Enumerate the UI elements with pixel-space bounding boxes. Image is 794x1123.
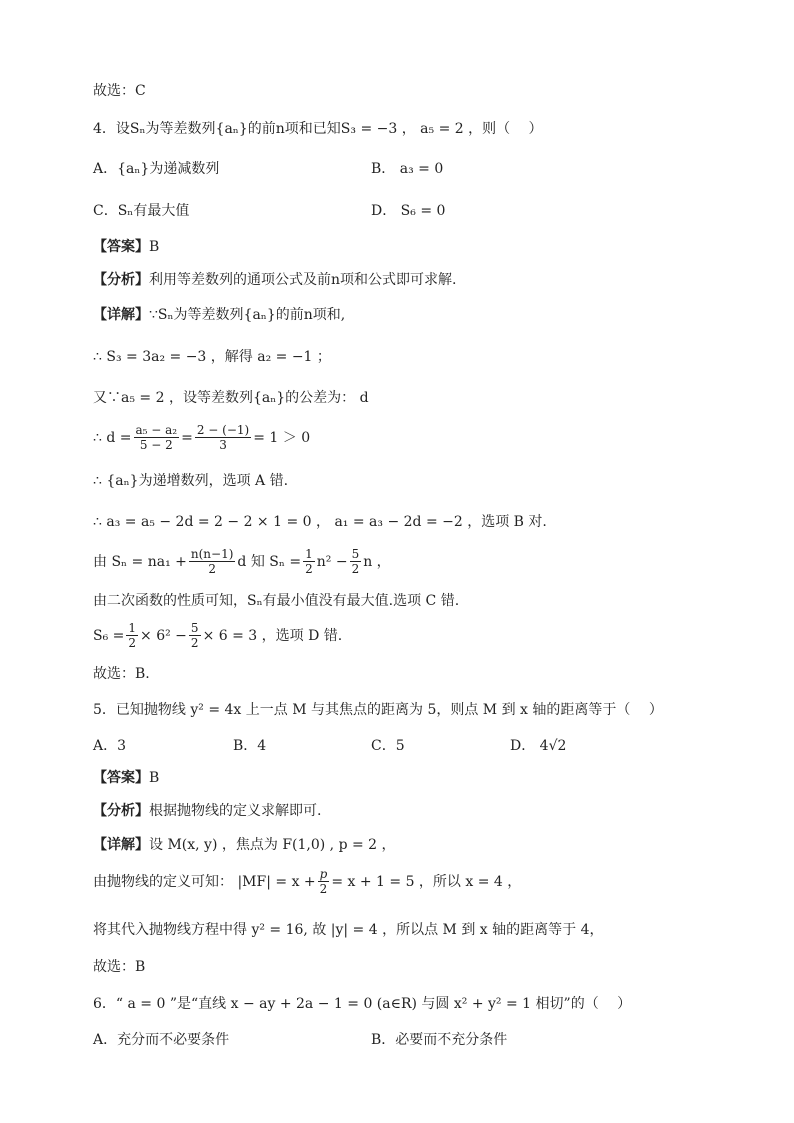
option-text: A．充分而不必要条件 (93, 1032, 230, 1048)
option-d (371, 204, 445, 218)
formula-text: 由抛物线的定义可知： |MF| = x + (93, 873, 316, 890)
fraction (318, 868, 330, 895)
formula-text: 由 Sₙ = na₁ + (93, 553, 187, 570)
fraction (303, 548, 315, 575)
line-text: 故选：C (93, 83, 146, 99)
solution-formula (93, 622, 342, 649)
numerator: 2 − (−1) (196, 423, 250, 437)
analysis-text (93, 804, 321, 818)
solution-formula (93, 548, 391, 575)
section-body: ∵Sₙ为等差数列{aₙ}的前n项和, (149, 307, 346, 323)
solution-text: 又∵a₅ = 2 ，设等差数列{aₙ}的公差为： d (93, 390, 369, 406)
option-c (93, 204, 189, 218)
formula-text: = 1 ＞ 0 (253, 429, 311, 446)
question-4 (93, 122, 543, 136)
denominator: 2 (351, 562, 360, 576)
option-c (371, 739, 405, 753)
detail-line (93, 838, 396, 852)
solution-line (93, 667, 150, 681)
text-line (93, 84, 146, 98)
fraction (195, 424, 251, 451)
formula-text: = (181, 429, 193, 446)
solution-line (93, 960, 145, 974)
analysis-line (93, 273, 456, 287)
option-a (93, 1033, 229, 1047)
solution-line (93, 923, 604, 937)
solution-line (93, 474, 288, 488)
solution-formula (93, 868, 521, 895)
solution-line (93, 391, 369, 405)
option-a (93, 739, 126, 753)
fraction (189, 548, 236, 575)
numerator: p (319, 867, 328, 881)
section-body: 设 M(x, y) ，焦点为 F(1,0) , p = 2 ， (149, 837, 396, 853)
question-6 (93, 997, 631, 1011)
option-text: B．4 (233, 738, 267, 754)
section-body: B (149, 239, 160, 255)
section-tag: 【详解】 (93, 837, 149, 853)
fraction (134, 424, 180, 451)
solution-text: ∴ S₃ = 3a₂ = −3 ，解得 a₂ = −1 ； (93, 349, 331, 365)
fraction (126, 622, 138, 649)
section-body: 利用等差数列的通项公式及前n项和公式即可求解. (149, 272, 457, 288)
solution-line (93, 594, 459, 608)
section-tag: 【分析】 (93, 272, 149, 288)
formula-text: n ， (363, 553, 391, 570)
formula-text: n² − (316, 553, 348, 570)
section-body: B (149, 770, 160, 786)
question-5 (93, 703, 663, 717)
denominator: 2 (208, 562, 216, 576)
numerator: a₅ − a₂ (135, 423, 178, 437)
solution-text: ∴ {aₙ}为递增数列，选项 A 错. (93, 473, 289, 489)
fraction (189, 622, 201, 649)
question-text: 6．“ a = 0 ”是“直线 x − ay + 2a − 1 = 0 (a∈R) 与圆 x² + y² = 1 相切”的（ ） (93, 996, 632, 1012)
detail-line (93, 308, 345, 322)
denominator: 2 (319, 882, 328, 896)
option-b (371, 162, 443, 176)
numerator: 1 (305, 547, 313, 561)
answer-line (93, 240, 159, 254)
formula-text: = x + 1 = 5 ，所以 x = 4 ， (331, 873, 522, 890)
solution-text: ∴ a₃ = a₅ − 2d = 2 − 2 × 1 = 0 ， a₁ = a₃ − 2d = −2 ，选项 B 对. (93, 514, 547, 530)
option-text: C．5 (371, 738, 405, 754)
solution-formula (93, 424, 310, 451)
denominator: 2 (305, 562, 313, 576)
formula-text: ∴ d = (93, 429, 132, 446)
formula-text: S₆ = (93, 627, 125, 644)
denominator: 5 − 2 (139, 438, 173, 452)
solution-line (93, 350, 331, 364)
answer-text (93, 771, 159, 785)
formula-text: d 知 Sₙ = (237, 553, 302, 570)
fraction (350, 548, 362, 575)
question-text: 5．已知抛物线 y² = 4x 上一点 M 与其焦点的距离为 5，则点 M 到 x 轴的距离等于（ ） (93, 702, 663, 718)
option-d (510, 739, 566, 753)
answer-line (93, 771, 159, 785)
option-text: D． 4√2 (510, 738, 567, 754)
solution-text: 将其代入抛物线方程中得 y² = 16, 故 |y| = 4 ，所以点 M 到 x 轴的距离等于 4， (93, 922, 604, 938)
detail-text (93, 308, 345, 322)
numerator: 5 (190, 621, 199, 635)
solution-text: 故选：B. (93, 666, 150, 682)
numerator: n(n−1) (190, 547, 234, 561)
section-body: 根据抛物线的定义求解即可. (149, 803, 322, 819)
formula-text: × 6 = 3 ，选项 D 错. (202, 627, 343, 644)
option-a (93, 162, 219, 176)
option-text: C．Sₙ有最大值 (93, 203, 190, 219)
option-text: B． a₃ = 0 (371, 161, 444, 177)
option-text: D． S₆ = 0 (371, 203, 446, 219)
analysis-line (93, 804, 321, 818)
section-tag: 【详解】 (93, 307, 149, 323)
option-b (233, 739, 266, 753)
section-tag: 【答案】 (93, 770, 149, 786)
denominator: 2 (128, 636, 137, 650)
section-tag: 【答案】 (93, 239, 149, 255)
numerator: 1 (128, 621, 137, 635)
answer-text (93, 240, 159, 254)
solution-text: 由二次函数的性质可知，Sₙ有最小值没有最大值.选项 C 错. (93, 593, 460, 609)
numerator: 5 (351, 547, 360, 561)
section-tag: 【分析】 (93, 803, 149, 819)
option-text: B．必要而不充分条件 (371, 1032, 508, 1048)
denominator: 3 (219, 438, 227, 452)
question-text: 4．设Sₙ为等差数列{aₙ}的前n项和已知S₃ = −3 ， a₅ = 2 ，则（ ） (93, 121, 543, 137)
analysis-text (93, 273, 456, 287)
solution-text: 故选：B (93, 959, 146, 975)
solution-line (93, 515, 547, 529)
denominator: 2 (190, 636, 199, 650)
option-text: A．3 (93, 738, 127, 754)
detail-text (93, 838, 396, 852)
option-b (371, 1033, 507, 1047)
formula-text: × 6² − (140, 627, 187, 644)
option-text: A．{aₙ}为递减数列 (93, 161, 220, 177)
